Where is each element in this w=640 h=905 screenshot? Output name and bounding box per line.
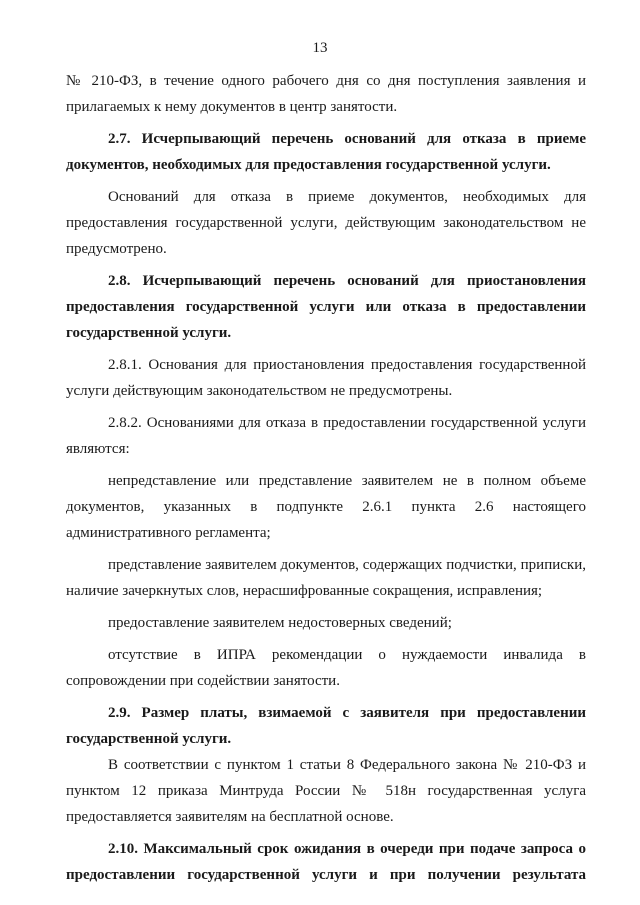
section-heading-2-8: 2.8. Исчерпывающий перечень оснований для приостановления предоставления государственной услуги или отказа в предоставлении государственной услуги. xyxy=(66,273,586,341)
list-item: представление заявителем документов, содержащих подчистки, приписки, наличие зачеркнутых слов, нерасшифрованные сокращения, исправления; xyxy=(66,557,586,599)
paragraph: 2.8.2. Основаниями для отказа в предоставлении государственной услуги являются: xyxy=(66,415,586,457)
section-heading-2-9: 2.9. Размер платы, взимаемой с заявителя при предоставлении государственной услуги. xyxy=(66,705,586,747)
page-number: 13 xyxy=(312,40,328,56)
list-item: предоставление заявителем недостоверных сведений; xyxy=(108,615,452,631)
document-body xyxy=(66,68,586,888)
paragraph: В соответствии с пунктом 1 статьи 8 Федерального закона № 210-ФЗ и пунктом 12 приказа Минтруда России № 518н государственная услуга предоставляется заявителям на бесплатной основе. xyxy=(66,757,586,825)
list-item: непредставление или представление заявителем не в полном объеме документов, указанных в подпункте 2.6.1 пункта 2.6 настоящего административного регламента; xyxy=(66,473,586,541)
paragraph-continuation: № 210-ФЗ, в течение одного рабочего дня со дня поступления заявления и прилагаемых к нему документов в центр занятости. xyxy=(66,73,586,115)
paragraph: Оснований для отказа в приеме документов, необходимых для предоставления государственной услуги, действующим законодательством не предусмотрено. xyxy=(66,189,586,257)
section-heading-2-7: 2.7. Исчерпывающий перечень оснований для отказа в приеме документов, необходимых для предоставления государственной услуги. xyxy=(66,131,586,173)
list-item: отсутствие в ИПРА рекомендации о нуждаемости инвалида в сопровождении при содействии занятости. xyxy=(66,647,586,689)
paragraph: 2.8.1. Основания для приостановления предоставления государственной услуги действующим законодательством не предусмотрены. xyxy=(66,357,586,399)
section-heading-2-10: 2.10. Максимальный срок ожидания в очереди при подаче запроса о предоставлении государственной услуги и при получении результата xyxy=(66,841,586,883)
